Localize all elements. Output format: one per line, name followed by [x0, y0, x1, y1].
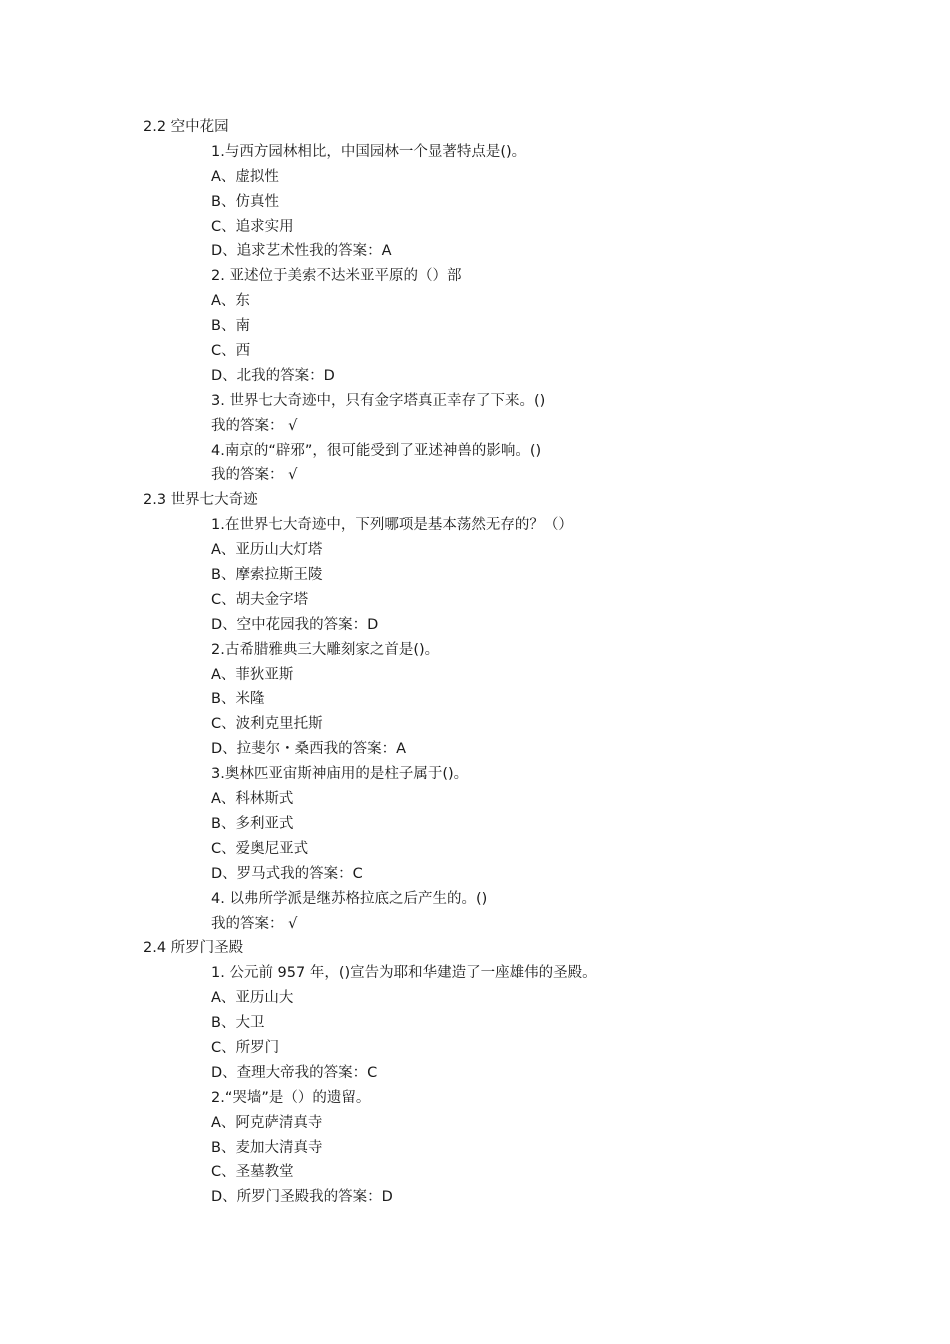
- question-line: 我的答案： √: [211, 467, 298, 484]
- question-line: D、北我的答案：D: [211, 367, 335, 384]
- question-line: 4.南京的“辟邪”，很可能受到了亚述神兽的影响。(): [211, 442, 542, 459]
- question-line: 1.与西方园林相比，中国园林一个显著特点是()。: [211, 143, 527, 160]
- section-heading: 2.2 空中花园: [143, 119, 229, 135]
- question-line: A、科林斯式: [211, 791, 294, 808]
- question-line: D、追求艺术性我的答案：A: [211, 243, 392, 260]
- question-line: 1. 公元前 957 年，()宣告为耶和华建造了一座雄伟的圣殿。: [211, 965, 597, 982]
- document-body: [0, 115, 950, 1210]
- question-line: 我的答案： √: [211, 915, 298, 932]
- question-line: 2.古希腊雅典三大雕刻家之首是()。: [211, 641, 440, 658]
- question-line: B、仿真性: [211, 193, 279, 210]
- question-line: B、米隆: [211, 691, 265, 708]
- question-line: A、虚拟性: [211, 168, 279, 185]
- question-line: C、西: [211, 343, 251, 360]
- question-line: D、罗马式我的答案：C: [211, 865, 363, 882]
- question-line: C、圣墓教堂: [211, 1164, 294, 1181]
- question-line: C、爱奥尼亚式: [211, 840, 309, 857]
- section-heading: 2.3 世界七大奇迹: [143, 492, 258, 509]
- question-line: C、波利克里托斯: [211, 716, 323, 733]
- section-heading: 2.4 所罗门圣殿: [143, 940, 244, 957]
- question-line: D、拉斐尔・桑西我的答案：A: [211, 741, 407, 758]
- question-line: C、所罗门: [211, 1039, 280, 1056]
- question-line: 2.“哭墙”是（）的遗留。: [211, 1089, 371, 1106]
- question-line: A、菲狄亚斯: [211, 666, 294, 683]
- question-line: D、所罗门圣殿我的答案：D: [211, 1189, 393, 1206]
- question-line: 1.在世界七大奇迹中，下列哪项是基本荡然无存的？（）: [211, 517, 573, 534]
- question-line: D、查理大帝我的答案：C: [211, 1064, 378, 1081]
- question-line: B、大卫: [211, 1015, 265, 1032]
- question-line: 4. 以弗所学派是继苏格拉底之后产生的。(): [211, 890, 488, 907]
- question-line: B、麦加大清真寺: [211, 1139, 323, 1156]
- question-line: C、胡夫金字塔: [211, 591, 309, 608]
- question-line: 3. 世界七大奇迹中，只有金字塔真正幸存了下来。(): [211, 392, 546, 409]
- question-line: A、亚历山大: [211, 990, 294, 1007]
- question-line: 我的答案： √: [211, 417, 298, 434]
- question-line: A、亚历山大灯塔: [211, 542, 323, 559]
- question-line: B、摩索拉斯王陵: [211, 567, 323, 584]
- question-line: C、追求实用: [211, 218, 294, 235]
- question-line: A、阿克萨清真寺: [211, 1114, 323, 1131]
- question-line: 2. 亚述位于美索不达米亚平原的（）部: [211, 268, 462, 285]
- question-line: 3.奥林匹亚宙斯神庙用的是柱子属于()。: [211, 766, 469, 783]
- question-line: B、南: [211, 318, 250, 335]
- question-line: B、多利亚式: [211, 815, 294, 832]
- question-line: A、东: [211, 293, 250, 310]
- question-line: D、空中花园我的答案：D: [211, 616, 379, 633]
